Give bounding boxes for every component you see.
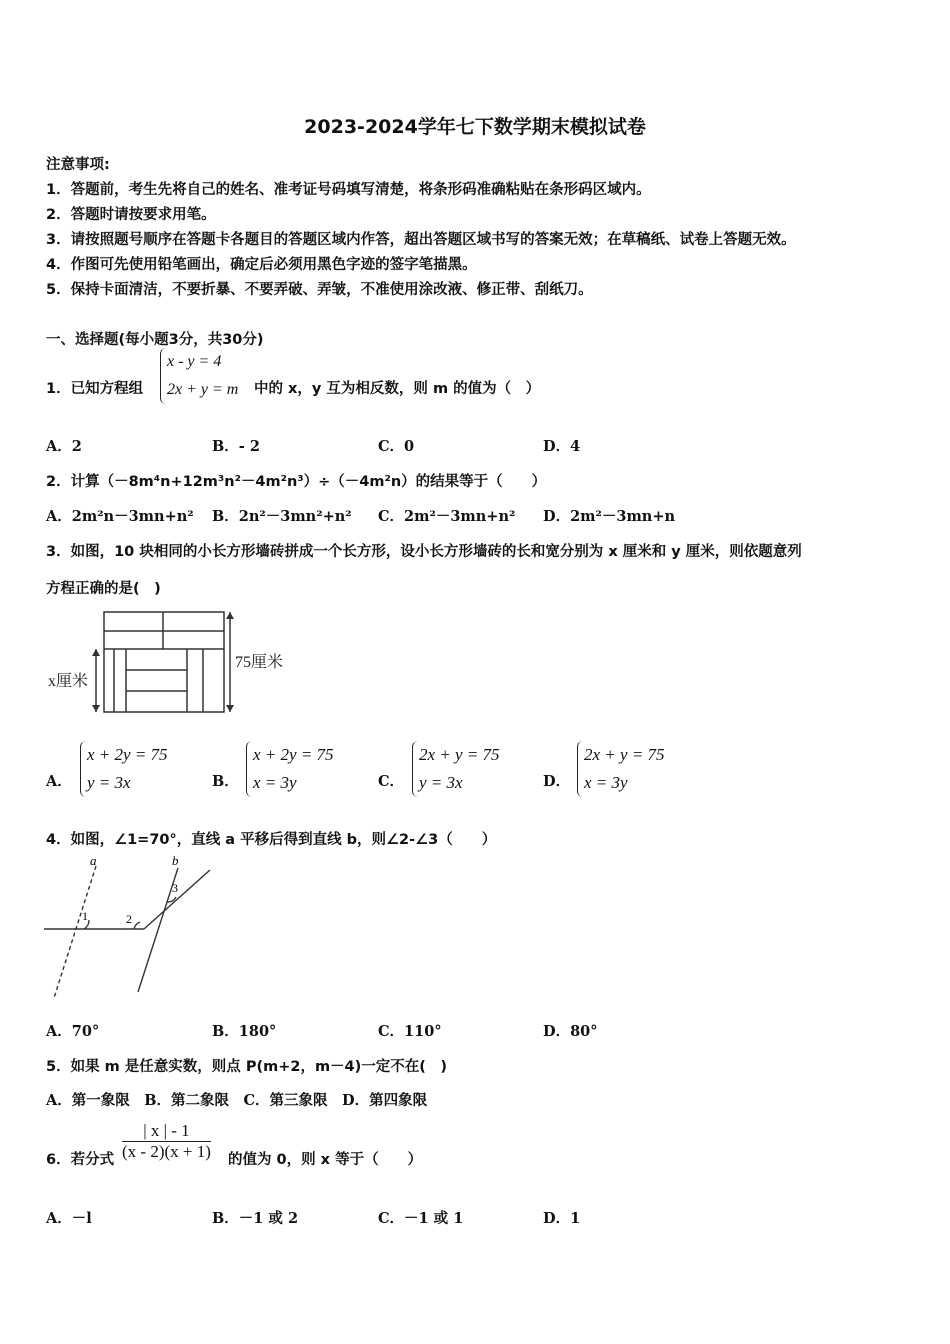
q3-option-a-label: A．	[46, 773, 72, 790]
q1-option-d: 4	[570, 438, 581, 455]
q1-option-c-label: C．	[378, 438, 405, 455]
q2-option-c: 2m²－3mn+n²	[404, 508, 516, 525]
q4-option-d-label: D．	[543, 1023, 571, 1040]
q3-option-d-eq1: 2x + y = 75	[584, 745, 665, 764]
q3-option-a-eq1: x + 2y = 75	[87, 745, 168, 764]
q6-option-d: 1	[570, 1210, 581, 1227]
q5-stem: 5．如果 m 是任意实数，则点 P(m+2，m－4)一定不在( )	[46, 1059, 448, 1075]
q1-option-c: 0	[404, 438, 415, 455]
q4-option-b-label: B．	[212, 1023, 239, 1040]
q4-fig-label-1: 1	[82, 909, 88, 923]
notice-item-4: 4．作图可先使用铅笔画出，确定后必须用黑色字迹的签字笔描黑。	[46, 257, 477, 273]
q4-option-b: 180°	[238, 1023, 277, 1040]
q4-fig-label-b: b	[172, 853, 179, 868]
q3-option-b-system	[246, 741, 334, 797]
section-heading: 一、选择题(每小题3分，共30分)	[46, 332, 264, 348]
q6-option-d-label: D．	[543, 1210, 571, 1227]
q4-option-a-label: A．	[46, 1023, 72, 1040]
q3-option-c-eq1: 2x + y = 75	[419, 745, 500, 764]
notice-item-5: 5．保持卡面清洁，不要折暴、不要弄破、弄皱，不准使用涂改液、修正带、刮纸刀。	[46, 282, 593, 298]
q6-fraction	[122, 1121, 211, 1162]
q6-suffix: 的值为 0，则 x 等于（ ）	[228, 1152, 423, 1168]
q1-option-a-label: A．	[46, 438, 72, 455]
q3-option-d-label: D．	[543, 773, 571, 790]
notice-item-1: 1．答题前，考生先将自己的姓名、准考证号码填写清楚，将条形码准确粘贴在条形码区域内。	[46, 182, 651, 198]
q6-option-c-label: C．	[378, 1210, 405, 1227]
q3-option-b-label: B．	[212, 773, 239, 790]
q3-stem-line2: 方程正确的是( )	[46, 581, 161, 597]
q3-option-c-eq2: y = 3x	[419, 773, 463, 792]
q6-option-b-label: B．	[212, 1210, 239, 1227]
q1-option-a: 2	[71, 438, 82, 455]
q2-option-b-label: B．	[212, 508, 239, 525]
q3-option-c-system	[412, 741, 500, 797]
q4-option-c-label: C．	[378, 1023, 405, 1040]
q2-option-b: 2n²－3mn²+n²	[238, 508, 352, 525]
page-title: 2023-2024学年七下数学期末模拟试卷	[304, 116, 646, 138]
q3-option-a-eq2: y = 3x	[87, 773, 131, 792]
q2-option-c-label: C．	[378, 508, 405, 525]
q1-option-b: - 2	[238, 438, 260, 455]
q1-option-b-label: B．	[212, 438, 239, 455]
q3-option-a-system	[80, 741, 168, 797]
q4-fig-label-2: 2	[126, 912, 132, 926]
q3-option-b-eq2: x = 3y	[253, 773, 297, 792]
q3-option-b-eq1: x + 2y = 75	[253, 745, 334, 764]
q4-angle-figure	[40, 852, 230, 1004]
q2-option-d: 2m²－3mn+n	[570, 508, 676, 525]
q6-option-a: －l	[71, 1210, 92, 1227]
q6-option-a-label: A．	[46, 1210, 72, 1227]
q3-fig-label-75: 75厘米	[235, 654, 284, 671]
q5-options: A．第一象限 B．第二象限 C．第三象限 D．第四象限	[46, 1092, 428, 1109]
q1-eq2: 2x + y = m	[167, 381, 239, 398]
notice-heading: 注意事项:	[46, 157, 110, 173]
q4-option-a: 70°	[71, 1023, 100, 1040]
q3-fig-label-x: x厘米	[48, 673, 89, 690]
q4-option-c: 110°	[404, 1023, 442, 1040]
q3-option-d-eq2: x = 3y	[584, 773, 628, 792]
q4-fig-label-3: 3	[172, 881, 178, 895]
notice-item-3: 3．请按照题号顺序在答题卡各题目的答题区域内作答，超出答题区域书写的答案无效；在草稿纸、试卷上答题无效。	[46, 232, 796, 248]
q6-prefix: 6．若分式	[46, 1152, 115, 1168]
q4-fig-label-a: a	[90, 853, 97, 868]
q3-brick-figure	[46, 604, 296, 722]
q1-option-d-label: D．	[543, 438, 571, 455]
q2-option-d-label: D．	[543, 508, 571, 525]
notice-item-2: 2．答题时请按要求用笔。	[46, 207, 216, 223]
q1-eq1: x - y = 4	[167, 353, 222, 370]
q4-option-d: 80°	[570, 1023, 598, 1040]
q1-equation-system	[160, 348, 238, 404]
q3-stem-line1: 3．如图，10 块相同的小长方形墙砖拼成一个长方形，设小长方形墙砖的长和宽分别为 x 厘米和 y 厘米，则依题意列	[46, 544, 802, 560]
q6-option-b: －1 或 2	[238, 1210, 299, 1227]
q3-option-c-label: C．	[378, 773, 405, 790]
q6-option-c: －1 或 1	[404, 1210, 464, 1227]
q6-numerator: | x | - 1	[122, 1121, 211, 1142]
q6-denominator: (x - 2)(x + 1)	[122, 1142, 211, 1161]
q3-option-d-system	[577, 741, 665, 797]
q1-prefix: 1．已知方程组	[46, 381, 144, 397]
q1-suffix: 中的 x，y 互为相反数，则 m 的值为（ ）	[254, 381, 541, 397]
q2-stem: 2．计算（－8m⁴n+12m³n²－4m²n³）÷（－4m²n）的结果等于（ ）	[46, 474, 547, 490]
q2-option-a-label: A．	[46, 508, 72, 525]
q2-option-a: 2m²n－3mn+n²	[71, 508, 194, 525]
q4-stem: 4．如图，∠1=70°，直线 a 平移后得到直线 b，则∠2-∠3（ ）	[46, 832, 497, 848]
